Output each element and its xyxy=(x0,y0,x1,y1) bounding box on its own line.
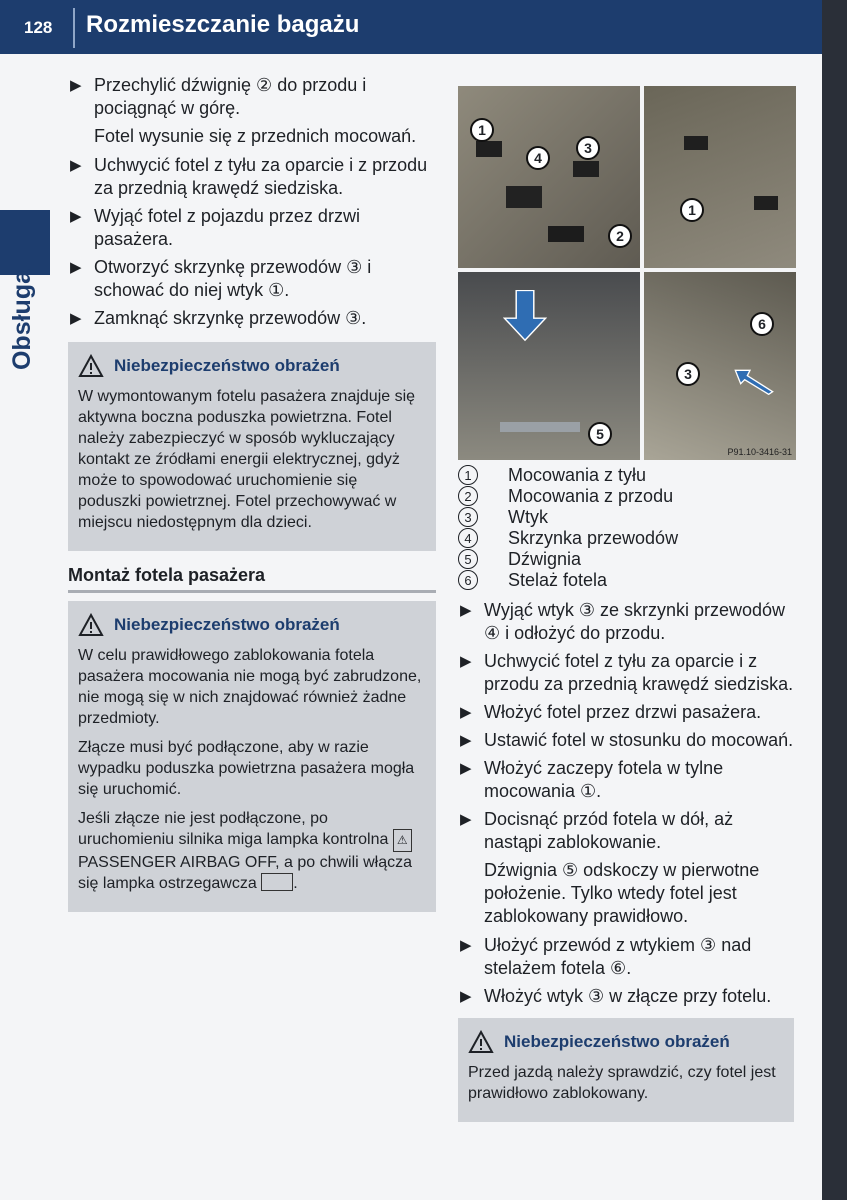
right-column xyxy=(458,465,794,1122)
instruction-step xyxy=(458,650,794,696)
legend-number: 5 xyxy=(458,549,478,569)
bullet-triangle-icon: ▶ xyxy=(70,157,82,174)
step-text: Ułożyć przewód z wtykiem ③ nad stelażem fotela ⑥. xyxy=(484,935,752,978)
warning-triangle-icon xyxy=(78,354,104,378)
instruction-step xyxy=(458,934,794,980)
bullet-triangle-icon: ▶ xyxy=(460,704,472,721)
warning-triangle-icon xyxy=(468,1030,494,1054)
legend-label: Skrzynka przewodów xyxy=(508,528,679,548)
bullet-triangle-icon: ▶ xyxy=(460,732,472,749)
bullet-triangle-icon: ▶ xyxy=(460,602,472,619)
figure-callout-1: 1 xyxy=(680,198,704,222)
warning-text: W celu prawidłowego zablokowania fotela pasażera mocowania nie mogą być zabrudzone, nie mogą się w nich znajdować również żadne przedmioty. xyxy=(78,647,422,727)
step-text: Uchwycić fotel z tyłu za oparcie i z przodu za przednią krawędź siedziska. xyxy=(484,651,794,694)
step-text: Uchwycić fotel z tyłu za oparcie i z przodu za przednią krawędź siedziska. xyxy=(94,155,428,198)
legend-number: 2 xyxy=(458,486,478,506)
bullet-triangle-icon: ▶ xyxy=(70,77,82,94)
warning-text: Złącze musi być podłączone, aby w razie wypadku poduszka powietrzna pasażera mogła się uruchomić. xyxy=(78,739,415,798)
legend-label: Wtyk xyxy=(508,507,548,527)
warning-text-part: PASSENGER AIRBAG OFF, a po chwili włącza się lampka ostrzegawcza xyxy=(78,854,413,892)
step-text: Włożyć fotel przez drzwi pasażera. xyxy=(484,702,762,722)
page-header xyxy=(0,0,832,54)
legend-label: Stelaż fotela xyxy=(508,570,608,590)
figure-callout-1: 1 xyxy=(470,118,494,142)
bullet-triangle-icon: ▶ xyxy=(460,811,472,828)
warning-text: Przed jazdą należy sprawdzić, czy fotel jest prawidłowo zablokowany. xyxy=(468,1064,776,1102)
section-heading: Montaż fotela pasażera xyxy=(68,565,436,593)
left-column xyxy=(68,74,436,912)
instruction-step xyxy=(458,599,794,645)
instruction-step xyxy=(68,154,436,200)
bullet-triangle-icon: ▶ xyxy=(460,937,472,954)
step-text: Ustawić fotel w stosunku do mocowań. xyxy=(484,730,794,750)
page-number: 128 xyxy=(24,18,53,37)
pointer-arrow-icon xyxy=(734,367,774,395)
step-text: Przechylić dźwignię ② do przodu i pociągnąć w górę. xyxy=(94,75,367,118)
warning-box xyxy=(68,601,436,912)
step-note: Fotel wysunie się z przednich mocowań. xyxy=(94,126,417,146)
figure-code: P91.10-3416-31 xyxy=(727,447,792,457)
warning-title: Niebezpieczeństwo obrażeń xyxy=(114,615,340,634)
step-text: Wyjąć wtyk ③ ze skrzynki przewodów ④ i odłożyć do przodu. xyxy=(484,600,786,643)
step-text: Docisnąć przód fotela w dół, aż nastąpi zablokowanie. xyxy=(484,809,734,852)
section-side-label: Obsługa xyxy=(8,270,36,371)
instruction-step xyxy=(68,307,436,330)
legend-number: 3 xyxy=(458,507,478,527)
seat-installation-figure xyxy=(458,86,796,460)
instruction-step xyxy=(458,729,794,752)
warning-box xyxy=(68,342,436,551)
step-note: Dźwignia ⑤ odskoczy w pierwotne położenie. Tylko wtedy fotel jest zablokowany prawidłowo. xyxy=(484,860,760,926)
figure-callout-5: 5 xyxy=(588,422,612,446)
step-text: Włożyć zaczepy fotela w tylne mocowania ①. xyxy=(484,758,724,801)
figure-legend xyxy=(458,465,794,591)
photo-seat-frame xyxy=(644,272,796,460)
instruction-step xyxy=(68,256,436,302)
figure-callout-4: 4 xyxy=(526,146,550,170)
legend-label: Mocowania z przodu xyxy=(508,486,674,506)
legend-number: 4 xyxy=(458,528,478,548)
instruction-step xyxy=(458,757,794,803)
section-tab-marker xyxy=(0,210,50,275)
bullet-triangle-icon: ▶ xyxy=(460,988,472,1005)
passenger-airbag-off-lamp-icon xyxy=(261,873,293,891)
figure-callout-6: 6 xyxy=(750,312,774,336)
legend-number: 1 xyxy=(458,465,478,485)
warning-title: Niebezpieczeństwo obrażeń xyxy=(504,1032,730,1051)
warning-text: W wymontowanym fotelu pasażera znajduje się aktywna boczna poduszka powietrzna. Fotel należy zabezpieczyć w sposób wykluczający kontakt ze źródłami energii elektrycznej, gdyż może to spowodować uruchomienie się poduszki powietrznej. Fotel przechowywać w miejscu niedostępnym dla dzieci. xyxy=(78,388,416,531)
figure-callout-3: 3 xyxy=(676,362,700,386)
warning-text: Jeśli złącze nie jest podłączone, po uruchomieniu silnika miga lampka kontrolna ⚠PASSENGER AIRBAG OFF, a po chwili włącza się lampka ostrzegawcza . xyxy=(78,810,413,892)
bullet-triangle-icon: ▶ xyxy=(70,259,82,276)
photo-front-mounts xyxy=(644,86,796,268)
instruction-step xyxy=(458,701,794,724)
airbag-off-indicator-icon: ⚠ xyxy=(393,829,412,852)
step-text: Zamknąć skrzynkę przewodów ③. xyxy=(94,308,367,328)
instruction-step xyxy=(68,74,436,120)
legend-label: Dźwignia xyxy=(508,549,582,569)
warning-title: Niebezpieczeństwo obrażeń xyxy=(114,356,340,375)
instruction-step xyxy=(458,985,794,1008)
figure-callout-3: 3 xyxy=(576,136,600,160)
warning-heading xyxy=(78,354,424,378)
warning-heading xyxy=(468,1030,782,1054)
bullet-triangle-icon: ▶ xyxy=(70,208,82,225)
page-edge-shadow xyxy=(822,0,847,1200)
page-title: Rozmieszczanie bagażu xyxy=(86,11,360,38)
bullet-triangle-icon: ▶ xyxy=(460,760,472,777)
warning-triangle-icon xyxy=(78,613,104,637)
instruction-step xyxy=(458,808,794,854)
warning-text-part: Jeśli złącze nie jest podłączone, po uruchomieniu silnika miga lampka kontrolna xyxy=(78,810,389,848)
step-text: Wyjąć fotel z pojazdu przez drzwi pasażera. xyxy=(94,206,360,249)
bullet-triangle-icon: ▶ xyxy=(70,310,82,327)
header-divider xyxy=(73,8,75,48)
photo-seat-lever xyxy=(458,272,640,460)
figure-callout-2: 2 xyxy=(608,224,632,248)
bullet-triangle-icon: ▶ xyxy=(460,653,472,670)
warning-heading xyxy=(78,613,424,637)
down-arrow-icon xyxy=(503,290,547,342)
instruction-step xyxy=(68,205,436,251)
legend-label: Mocowania z tyłu xyxy=(508,465,647,485)
warning-box xyxy=(458,1018,794,1122)
legend-number: 6 xyxy=(458,570,478,590)
step-text: Otworzyć skrzynkę przewodów ③ i schować do niej wtyk ①. xyxy=(94,257,372,300)
step-text: Włożyć wtyk ③ w złącze przy fotelu. xyxy=(484,986,772,1006)
